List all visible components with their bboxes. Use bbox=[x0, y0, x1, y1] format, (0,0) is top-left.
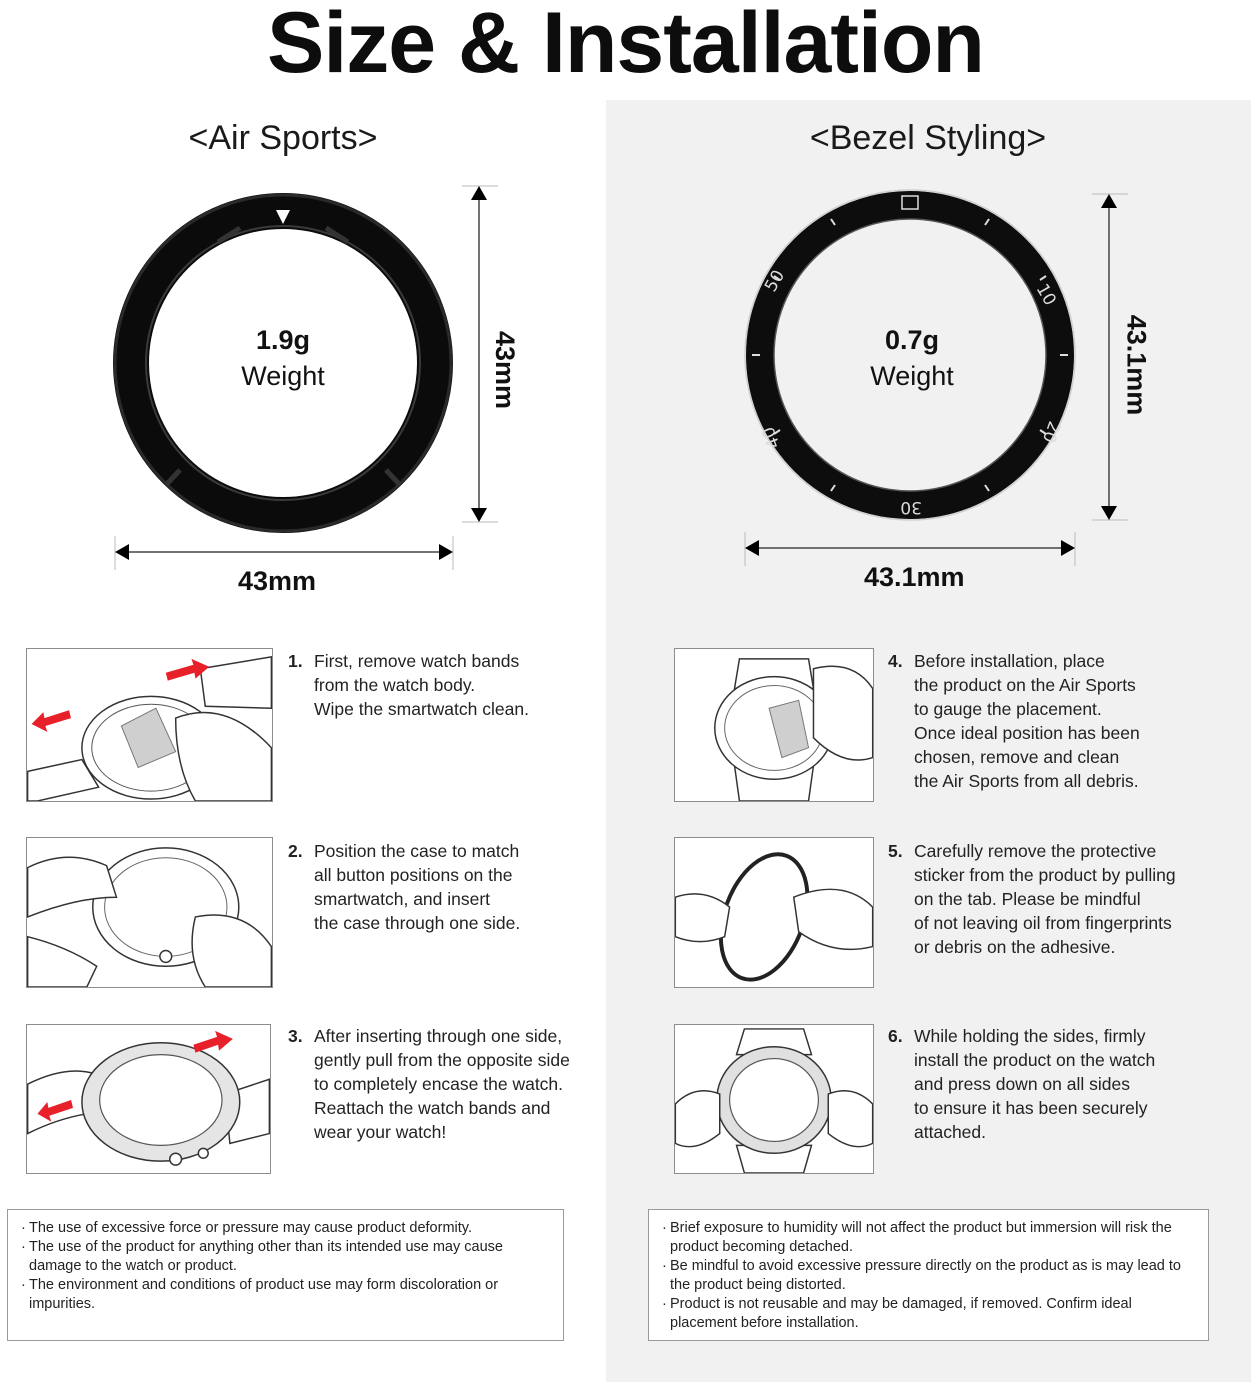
step-2-number: 2. bbox=[288, 841, 303, 861]
notes-right bbox=[648, 1209, 1209, 1341]
step-6-illustration bbox=[674, 1024, 874, 1174]
bezel-styling-weight-value: 0.7g bbox=[884, 325, 940, 355]
note-right-3: · Product is not reusable and may be damaged, if removed. Confirm ideal placement before installation. bbox=[662, 1295, 1198, 1333]
step-5 bbox=[888, 839, 1208, 964]
air-sports-width-label: 43mm bbox=[238, 566, 317, 596]
air-sports-weight bbox=[183, 322, 383, 394]
step-1-number: 1. bbox=[288, 651, 303, 671]
bezel-styling-width-label: 43.1mm bbox=[864, 562, 965, 592]
bezel-mark-40: 40 bbox=[758, 423, 785, 452]
step-4 bbox=[888, 649, 1188, 799]
step-2-illustration bbox=[26, 837, 273, 988]
air-sports-weight-value: 1.9g bbox=[255, 325, 311, 355]
step-6-number: 6. bbox=[888, 1026, 903, 1046]
step-4-text: Before installation, place the product on the Air Sports to gauge the placement. Once ideal position has been chosen, remove and clean the Air Sports from all debris. bbox=[914, 651, 1140, 791]
air-sports-heading: <Air Sports> bbox=[188, 119, 378, 157]
step-5-illustration bbox=[674, 837, 874, 988]
note-right-2: · Be mindful to avoid excessive pressure directly on the product as is may lead to the product being distorted. bbox=[662, 1257, 1198, 1295]
step-5-number: 5. bbox=[888, 841, 903, 861]
step-5-text: Carefully remove the protective sticker from the product by pulling on the tab. Please be mindful of not leaving oil from fingerprints or debris on the adhesive. bbox=[914, 841, 1176, 957]
step-4-number: 4. bbox=[888, 651, 903, 671]
step-1 bbox=[288, 649, 588, 729]
bezel-styling-heading: <Bezel Styling> bbox=[809, 119, 1047, 157]
notes-left bbox=[7, 1209, 564, 1341]
bezel-mark-30: 30 bbox=[900, 497, 922, 517]
note-left-1: · The use of excessive force or pressure may cause product deformity. bbox=[21, 1219, 553, 1238]
air-sports-weight-label: Weight bbox=[241, 361, 325, 391]
page-title: Size & Installation bbox=[267, 0, 984, 91]
bezel-styling-height-label: 43.1mm bbox=[1121, 314, 1152, 416]
step-4-illustration bbox=[674, 648, 874, 802]
bezel-styling-weight bbox=[812, 322, 1012, 394]
air-sports-height-label: 43mm bbox=[490, 330, 521, 410]
bezel-mark-20: 20 bbox=[1037, 418, 1065, 446]
note-left-3: · The environment and conditions of product use may form discoloration or impurities. bbox=[21, 1276, 553, 1314]
step-2 bbox=[288, 839, 588, 939]
bezel-styling-weight-label: Weight bbox=[870, 361, 954, 391]
note-right-1: · Brief exposure to humidity will not affect the product but immersion will risk the product becoming detached. bbox=[662, 1219, 1198, 1257]
step-3-illustration bbox=[26, 1024, 271, 1174]
bezel-mark-50: 50 bbox=[761, 266, 790, 296]
step-1-illustration bbox=[26, 648, 273, 802]
step-3-number: 3. bbox=[288, 1026, 303, 1046]
step-3-text: After inserting through one side, gently pull from the opposite side to completely encase the watch. Reattach the watch bands and wear your watch! bbox=[314, 1026, 570, 1142]
step-1-text: First, remove watch bands from the watch body. Wipe the smartwatch clean. bbox=[314, 651, 529, 719]
step-3 bbox=[288, 1024, 598, 1149]
bezel-mark-10: 10 bbox=[1031, 280, 1060, 310]
step-6-text: While holding the sides, firmly install the product on the watch and press down on all sides to ensure it has been securely attached. bbox=[914, 1026, 1156, 1142]
step-6 bbox=[888, 1024, 1188, 1149]
note-left-2: · The use of the product for anything other than its intended use may cause damage to the watch or product. bbox=[21, 1238, 553, 1276]
step-2-text: Position the case to match all button positions on the smartwatch, and insert the case through one side. bbox=[314, 841, 521, 933]
